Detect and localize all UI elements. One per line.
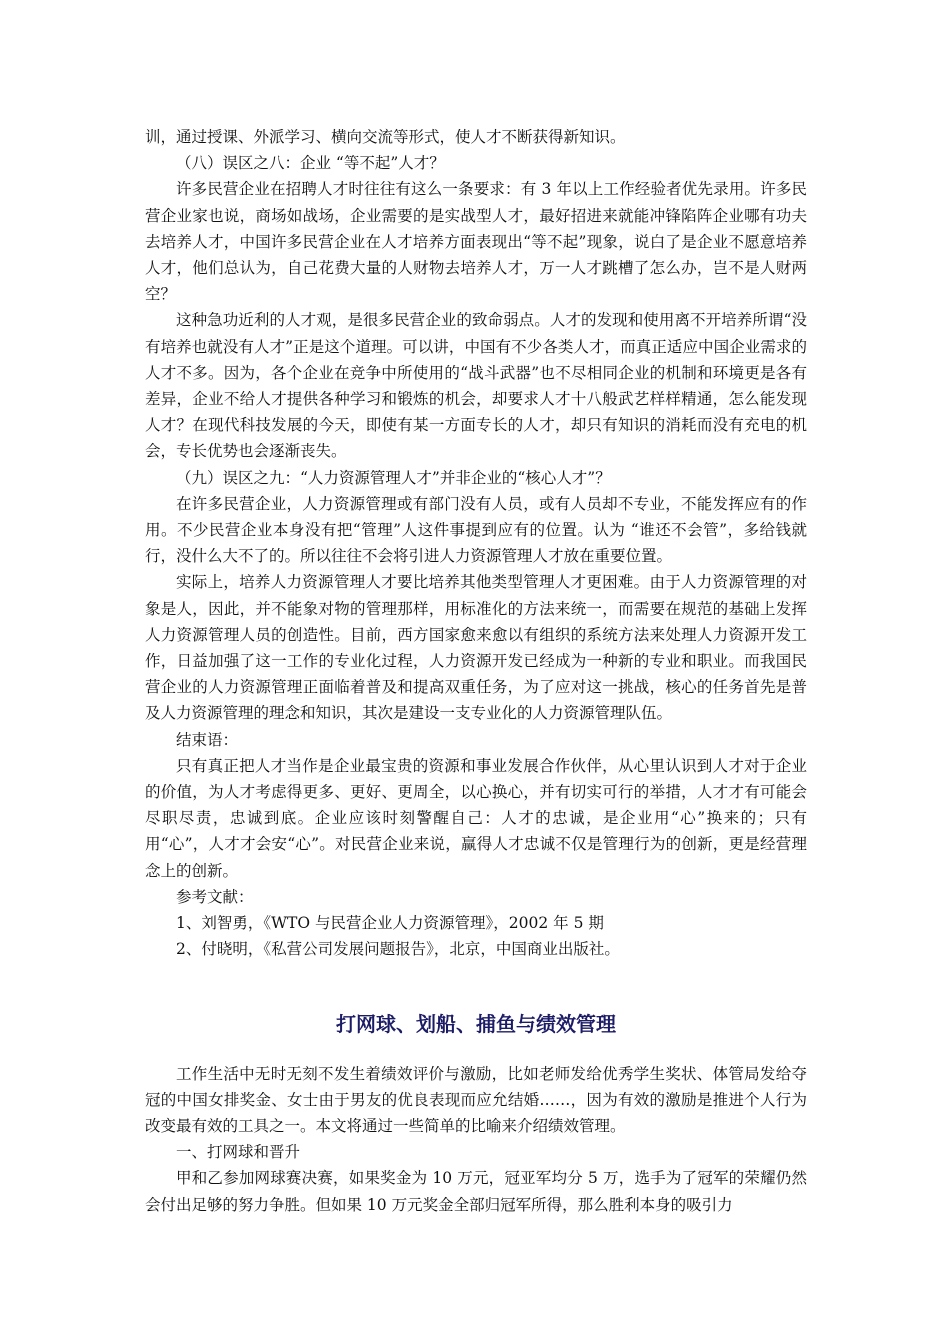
paragraph-intro: 工作生活中无时无刻不发生着绩效评价与激励，比如老师发给优秀学生奖状、体管局发给夺冠的中国女排奖金、女士由于男友的优良表现而应允结婚……，因为有效的激励是推进个人行为改变最有效的工具之一。本文将通过一些简单的比喻来介绍绩效管理。 <box>145 1064 807 1135</box>
section-spacer <box>145 963 807 983</box>
paragraph-mistake-9-b: 实际上，培养人力资源管理人才要比培养其他类型管理人才更困难。由于人力资源管理的对象是人，因此，并不能象对物的管理那样，用标准化的方法来统一，而需要在规范的基础上发挥人力资源管理人员的创造性。目前，西方国家愈来愈以有组织的系统方法来处理人力资源开发工作，日益加强了这一工作的专业化过程，人力资源开发已经成为一种新的专业和职业。而我国民营企业的人力资源管理正面临着普及和提高双重任务，为了应对这一挑战，核心的任务首先是普及人力资源管理的理念和知识，其次是建设一支专业化的人力资源管理队伍。 <box>145 573 807 723</box>
conclusion-label: 结束语： <box>176 730 239 749</box>
reference-item: 1、刘智勇，《WTO 与民营企业人力资源管理》，2002 年 5 期 <box>176 914 604 933</box>
paragraph-mistake-8-a: 许多民营企业在招聘人才时往往有这么一条要求：有 3 年以上工作经验者优先录用。许多民营企业家也说，商场如战场，企业需要的是实战型人才，最好招进来就能冲锋陷阵企业哪有功夫去培养人才，中国许多民营企业在人才培养方面表现出“等不起”现象，说白了是企业不愿意培养人才，他们总认为，自己花费大量的人财物去培养人才，万一人才跳槽了怎么办，岂不是人财两空？ <box>145 180 807 304</box>
references-label: 参考文献： <box>176 887 254 906</box>
reference-item: 2、付晓明，《私营公司发展问题报告》，北京，中国商业出版社。 <box>176 940 620 959</box>
heading-tennis-promotion: 一、打网球和晋升 <box>176 1143 301 1162</box>
paragraph-tennis: 甲和乙参加网球赛决赛，如果奖金为 10 万元，冠亚军均分 5 万，选手为了冠军的荣耀仍然会付出足够的努力争胜。但如果 10 万元奖金全部归冠军所得，那么胜利本身的吸引力 <box>145 1169 807 1214</box>
paragraph-mistake-9-a: 在许多民营企业，人力资源管理或有部门没有人员，或有人员却不专业，不能发挥应有的作用。不少民营企业本身没有把“管理”人这件事提到应有的位置。认为 “谁还不会管”，多给钱就行，没什么大不了的。所以往往不会将引进人力资源管理人才放在重要位置。 <box>145 494 807 566</box>
document-page <box>145 124 807 1218</box>
heading-mistake-9: （九）误区之九：“人力资源管理人才”并非企业的“核心人才”？ <box>176 468 611 487</box>
paragraph-continuation: 训，通过授课、外派学习、横向交流等形式，使人才不断获得新知识。 <box>145 128 626 146</box>
paragraph-conclusion: 只有真正把人才当作是企业最宝贵的资源和事业发展合作伙伴，从心里认识到人才对于企业的价值，为人才考虑得更多、更好、更周全，以心换心，并有切实可行的举措，人才才有可能会尽职尽责，忠诚到底。企业应该时刻警醒自己：人才的忠诚，是企业用“心”换来的；只有用“心”，人才才会安“心”。对民营企业来说，赢得人才忠诚不仅是管理行为的创新，更是经营理念上的创新。 <box>145 756 807 880</box>
article-title: 打网球、划船、捕鱼与绩效管理 <box>336 1011 616 1036</box>
paragraph-mistake-8-b: 这种急功近利的人才观，是很多民营企业的致命弱点。人才的发现和使用离不开培养所谓“没有培养也就没有人才”正是这个道理。可以讲，中国有不少各类人才，而真正适应中国企业需求的人才不多。因为，各个企业在竞争中所使用的“战斗武器”也不尽相同企业的机制和环境更是各有差异，企业不给人才提供各种学习和锻炼的机会，却要求人才十八般武艺样样精通，怎么能发现人才？在现代科技发展的今天，即使有某一方面专长的人才，却只有知识的消耗而没有充电的机会，专长优势也会逐渐丧失。 <box>145 311 807 461</box>
heading-mistake-8: （八）误区之八：企业 “等不起”人才？ <box>176 154 445 173</box>
